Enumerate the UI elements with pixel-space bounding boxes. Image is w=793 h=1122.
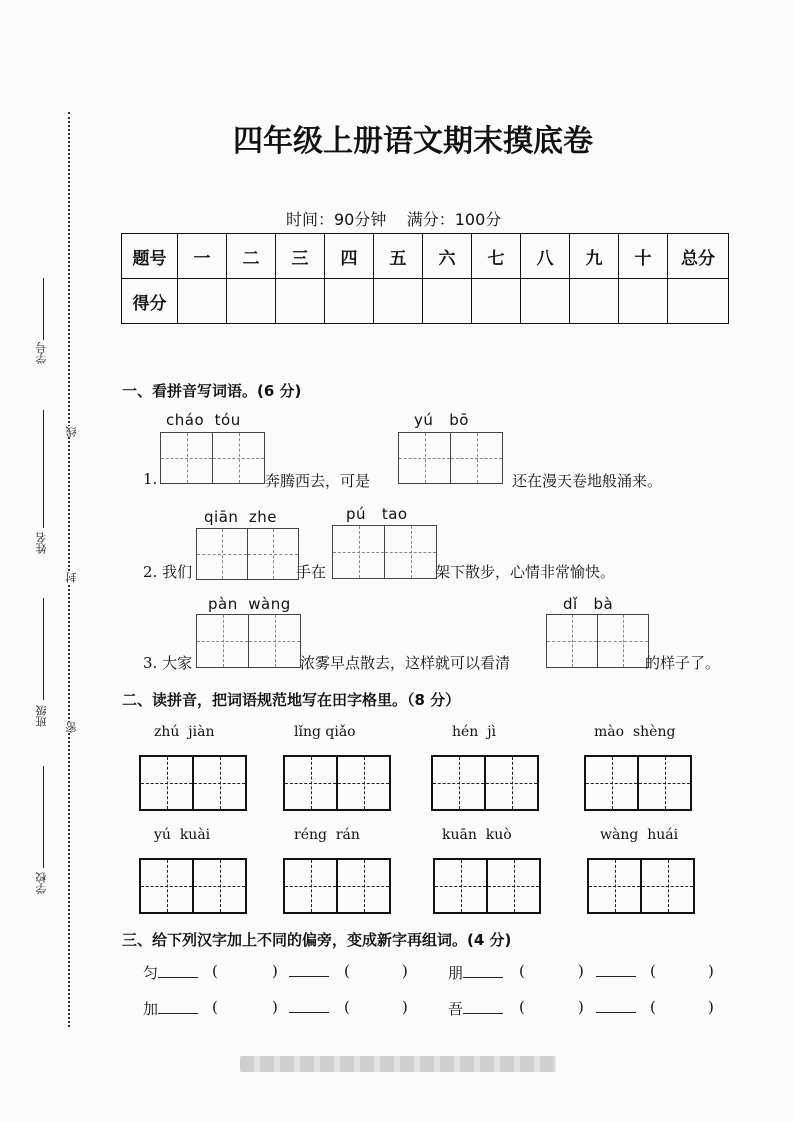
- base-char: 加: [143, 1000, 159, 1018]
- table-cell: 四: [325, 234, 374, 279]
- table-cell: 一: [178, 234, 227, 279]
- pinyin-putao: pú tao: [346, 505, 408, 523]
- tianzige-zhujian[interactable]: [139, 755, 247, 811]
- score-table-header-row: [122, 234, 729, 279]
- table-cell: 题号: [122, 234, 178, 279]
- score-input-cell[interactable]: [619, 279, 668, 324]
- tianzige-cell[interactable]: [192, 858, 247, 914]
- tianzige-kuankuo[interactable]: [433, 858, 541, 914]
- score-input-cell[interactable]: [325, 279, 374, 324]
- xuexiao-line: [43, 766, 44, 868]
- tianzige-cell[interactable]: [336, 755, 391, 811]
- q1-end-text: 还在漫天卷地般涌来。: [512, 472, 663, 490]
- tianzige-cell[interactable]: [640, 858, 695, 914]
- answer-slot: [289, 998, 329, 1017]
- table-cell: 二: [227, 234, 276, 279]
- banji-label: 班级: [35, 705, 48, 727]
- tianzige-cell[interactable]: [248, 614, 301, 668]
- tianzige-cell[interactable]: [139, 755, 194, 811]
- tianzige-cell[interactable]: [637, 755, 692, 811]
- score-input-cell[interactable]: [227, 279, 276, 324]
- q2-end-text: 架下散步，心情非常愉快。: [435, 563, 616, 581]
- xingming-line: [43, 410, 44, 528]
- tianzige-rengran[interactable]: [283, 858, 391, 914]
- tianzige-cell[interactable]: [192, 755, 247, 811]
- base-char-wu: [448, 998, 503, 1019]
- base-char-jia: [143, 998, 198, 1019]
- answer-slot: [289, 962, 329, 981]
- tianzige-cell[interactable]: [484, 755, 539, 811]
- q2-mid-text: 手在: [296, 563, 327, 581]
- tianzige-henji[interactable]: [431, 755, 539, 811]
- tianzige-cell[interactable]: [336, 858, 391, 914]
- feng-mark: 封: [65, 572, 78, 583]
- answer-slot: [596, 998, 636, 1017]
- tianzige-cell[interactable]: [283, 858, 338, 914]
- answer-blank[interactable]: [289, 962, 329, 977]
- tianzige-q2b[interactable]: [332, 525, 437, 579]
- q3-start-text: 3. 大家: [143, 654, 193, 672]
- tianzige-cell[interactable]: [486, 858, 541, 914]
- tianzige-cell[interactable]: [584, 755, 639, 811]
- score-input-cell[interactable]: [472, 279, 521, 324]
- answer-blank[interactable]: [596, 998, 636, 1013]
- pinyin-yubo: yú bō: [414, 411, 469, 429]
- paren-close: ): [578, 962, 584, 980]
- pinyin-item: mào shèng: [594, 724, 676, 740]
- tianzige-cell[interactable]: [398, 432, 451, 484]
- tianzige-q3a[interactable]: [196, 614, 301, 668]
- paren-open: (: [344, 998, 350, 1016]
- xuehao-label: 学号: [35, 342, 48, 364]
- base-char: 吾: [448, 1000, 464, 1018]
- paren-close: ): [708, 962, 714, 980]
- paren-open: (: [650, 962, 656, 980]
- answer-blank[interactable]: [158, 999, 198, 1014]
- score-input-cell[interactable]: [178, 279, 227, 324]
- section-1-heading: 一、看拼音写词语。(6 分): [122, 382, 302, 400]
- paren-open: (: [212, 998, 218, 1016]
- score-input-cell[interactable]: [521, 279, 570, 324]
- tianzige-lingqiao[interactable]: [283, 755, 391, 811]
- tianzige-cell[interactable]: [587, 858, 642, 914]
- binding-dotted-line: [68, 112, 70, 1027]
- tianzige-cell[interactable]: [196, 614, 249, 668]
- table-cell: 七: [472, 234, 521, 279]
- answer-blank[interactable]: [463, 999, 503, 1014]
- exam-time-score: 时间：90分钟 满分：100分: [286, 210, 502, 229]
- tianzige-q3b[interactable]: [546, 614, 649, 668]
- q1-number: 1.: [143, 470, 158, 488]
- answer-blank[interactable]: [463, 963, 503, 978]
- score-input-cell[interactable]: [668, 279, 729, 324]
- pinyin-item: yú kuài: [154, 827, 211, 843]
- tianzige-cell[interactable]: [332, 525, 385, 579]
- paren-close: ): [708, 998, 714, 1016]
- xingming-label: 姓名: [35, 532, 48, 554]
- blurred-footer-watermark: [240, 1056, 556, 1072]
- base-char-yun: [143, 962, 198, 983]
- section-3-heading: 三、给下列汉字加上不同的偏旁，变成新字再组词。(4 分): [122, 931, 512, 949]
- page-title: 四年级上册语文期末摸底卷: [233, 124, 593, 159]
- xuexiao-label: 学校: [35, 872, 48, 894]
- tianzige-cell[interactable]: [597, 614, 649, 668]
- pinyin-item: hén jì: [452, 724, 497, 740]
- table-cell: 得分: [122, 279, 178, 324]
- tianzige-cell[interactable]: [196, 528, 248, 580]
- base-char-peng: [448, 962, 503, 983]
- answer-slot: [596, 962, 636, 981]
- score-input-cell[interactable]: [374, 279, 423, 324]
- table-cell: 总分: [668, 234, 729, 279]
- table-cell: 三: [276, 234, 325, 279]
- q3-end-text: 的样子了。: [645, 654, 721, 672]
- tianzige-cell[interactable]: [431, 755, 486, 811]
- pinyin-item: wàng huái: [600, 827, 679, 843]
- mi-mark: 密: [65, 722, 78, 733]
- paren-close: ): [578, 998, 584, 1016]
- pinyin-qianzhe: qiān zhe: [204, 508, 278, 526]
- table-cell: 八: [521, 234, 570, 279]
- score-table: [121, 233, 729, 324]
- paren-close: ): [272, 998, 278, 1016]
- answer-blank[interactable]: [596, 962, 636, 977]
- tianzige-cell[interactable]: [139, 858, 194, 914]
- base-char: 匀: [143, 964, 159, 982]
- xuehao-line: [43, 278, 44, 340]
- score-input-cell[interactable]: [276, 279, 325, 324]
- tianzige-q1b[interactable]: [398, 432, 503, 484]
- tianzige-cell[interactable]: [450, 432, 503, 484]
- paren-open: (: [650, 998, 656, 1016]
- pinyin-panwang: pàn wàng: [208, 595, 291, 613]
- tianzige-cell[interactable]: [247, 528, 299, 580]
- paren-open: (: [519, 998, 525, 1016]
- score-input-cell[interactable]: [423, 279, 472, 324]
- paren-close: ): [272, 962, 278, 980]
- tianzige-yukuai[interactable]: [139, 858, 247, 914]
- answer-blank[interactable]: [289, 998, 329, 1013]
- banji-line: [43, 598, 44, 700]
- answer-blank[interactable]: [158, 963, 198, 978]
- table-cell: 九: [570, 234, 619, 279]
- paren-open: (: [344, 962, 350, 980]
- tianzige-cell[interactable]: [212, 432, 265, 484]
- tianzige-cell[interactable]: [283, 755, 338, 811]
- paren-open: (: [212, 962, 218, 980]
- pinyin-item: réng rán: [294, 827, 360, 843]
- xian-mark: 线: [65, 426, 78, 437]
- tianzige-cell[interactable]: [546, 614, 598, 668]
- q2-start-text: 2. 我们: [143, 563, 193, 581]
- tianzige-maosheng[interactable]: [584, 755, 692, 811]
- pinyin-item: lǐng qiǎo: [294, 724, 356, 740]
- tianzige-q1a[interactable]: [160, 432, 265, 484]
- tianzige-q2a[interactable]: [196, 528, 299, 580]
- score-input-cell[interactable]: [570, 279, 619, 324]
- pinyin-item: zhú jiàn: [154, 724, 215, 740]
- table-cell: 十: [619, 234, 668, 279]
- paren-close: ): [402, 998, 408, 1016]
- pinyin-diba: dǐ bà: [563, 595, 614, 613]
- section-2-heading: 二、读拼音，把词语规范地写在田字格里。（8 分）: [122, 691, 461, 709]
- tianzige-cell[interactable]: [160, 432, 213, 484]
- table-cell: 五: [374, 234, 423, 279]
- score-table-score-row: [122, 279, 729, 324]
- tianzige-wanghuai[interactable]: [587, 858, 695, 914]
- pinyin-item: kuān kuò: [442, 827, 512, 843]
- q3-mid-text: 浓雾早点散去，这样就可以看清: [300, 654, 511, 672]
- tianzige-cell[interactable]: [433, 858, 488, 914]
- tianzige-cell[interactable]: [384, 525, 437, 579]
- paren-close: ): [402, 962, 408, 980]
- pinyin-chaotou: cháo tóu: [166, 411, 241, 429]
- base-char: 朋: [448, 964, 464, 982]
- q1-mid-text: 奔腾西去，可是: [265, 472, 371, 490]
- table-cell: 六: [423, 234, 472, 279]
- paren-open: (: [519, 962, 525, 980]
